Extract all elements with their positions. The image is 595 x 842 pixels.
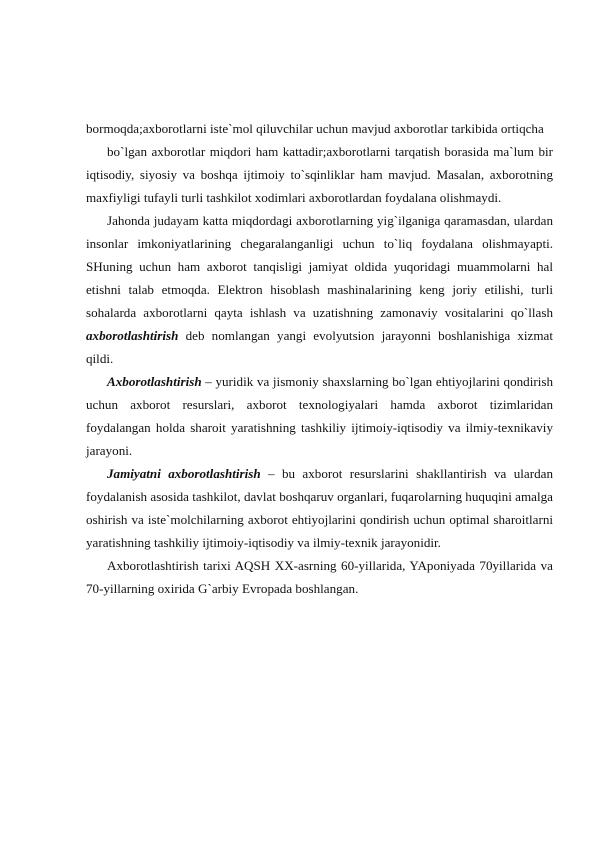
definition-term-jamiyatni-axborotlashtirish: Jamiyatni axborotlashtirish (107, 466, 261, 481)
paragraph-4 (86, 370, 553, 462)
paragraph-5-text: – bu axborot resurslarini shakllantirish va ulardan foydalanish asosida tashkilot, davlat boshqaruv organlari, fuqarolarning huquqini amalga oshirish va iste`molchilarning axborot ehtiyojlarini qondirish uchun optimal sharoitlarni yaratishning tashkiliy ijtimoiy-iqtisodiy va ilmiy-texnik jarayonidir. (86, 466, 553, 550)
paragraph-1-text: bormoqda;axborotlarni iste`mol qiluvchilar uchun mavjud axborotlar tarkibida ortiqcha (86, 121, 544, 136)
paragraph-3-text-after: deb nomlangan yangi evolyutsion jarayonni boshlanishiga xizmat qildi. (86, 328, 553, 366)
term-axborotlashtirish: axborotlashtirish (86, 328, 179, 343)
paragraph-3 (86, 209, 553, 370)
paragraph-6-text: Axborotlashtirish tarixi AQSH XX-asrning 60-yillarida, YAponiyada 70yillarida va 70-yillarning oxirida G`arbiy Evropada boshlangan. (86, 558, 553, 596)
paragraph-2-text: bo`lgan axborotlar miqdori ham kattadir;axborotlarni tarqatish borasida ma`lum bir iqtisodiy, siyosiy va boshqa ijtimoiy to`sqinliklar ham mavjud. Masalan, axborotning maxfiyligi tufayli turli tashkilot xodimlari axborotlardan foydalana olishmaydi. (86, 144, 553, 205)
document-page (86, 117, 553, 600)
paragraph-1 (86, 117, 553, 140)
paragraph-4-text: – yuridik va jismoniy shaxslarning bo`lgan ehtiyojlarini qondirish uchun axborot resurslari, axborot texnologiyalari hamda axborot tizimlaridan foydalangan holda sharoit yaratishning tashkiliy ijtimoiy-iqtisodiy va ilmiy-texnikaviy jarayoni. (86, 374, 553, 458)
definition-term-axborotlashtirish: Axborotlashtirish (107, 374, 202, 389)
paragraph-6 (86, 554, 553, 600)
paragraph-5 (86, 462, 553, 554)
paragraph-2 (86, 140, 553, 209)
paragraph-3-text-before: Jahonda judayam katta miqdordagi axborotlarning yig`ilganiga qaramasdan, ulardan insonlar imkoniyatlarining chegaralanganligi uchun to`liq foydalana olishmayapti. SHuning uchun ham axborot tanqisligi jamiyat oldida yuqoridagi muammolarni hal etishni talab etmoqda. Elektron hisoblash mashinalarining keng joriy etilishi, turli sohalarda axborotlarni qayta ishlash va uzatishning zamonaviy vositalarini qo`llash (86, 213, 553, 320)
